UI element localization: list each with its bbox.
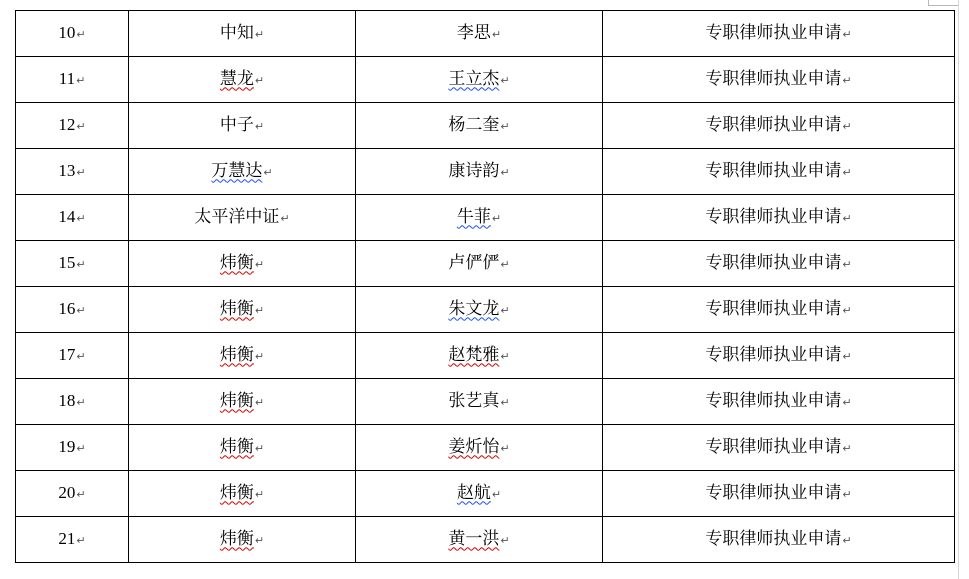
paragraph-mark-icon: ↵ (842, 487, 852, 501)
row-number-cell[interactable] (16, 195, 129, 241)
applicant-name: 牛菲 (456, 206, 491, 227)
paragraph-mark-icon: ↵ (76, 441, 86, 455)
table-row (16, 57, 955, 103)
applicant-cell[interactable] (356, 379, 603, 425)
applicant-name: 黄一洪 (448, 528, 500, 549)
application-type-cell[interactable] (603, 57, 955, 103)
application-type: 专职律师执业申请 (705, 160, 842, 181)
applicant-name: 李思 (456, 22, 491, 43)
paragraph-mark-icon: ↵ (842, 395, 852, 409)
page-corner-marker (928, 0, 959, 6)
row-number: 20 (58, 482, 76, 502)
row-number-cell[interactable] (16, 517, 129, 563)
application-type: 专职律师执业申请 (705, 528, 842, 549)
paragraph-mark-icon: ↵ (842, 349, 852, 363)
applicant-cell[interactable] (356, 517, 603, 563)
applicant-cell[interactable] (356, 287, 603, 333)
firm-cell[interactable] (129, 103, 356, 149)
applicant-name: 康诗韵 (448, 160, 500, 181)
application-type-cell[interactable] (603, 517, 955, 563)
application-type-cell[interactable] (603, 333, 955, 379)
row-number-cell[interactable] (16, 471, 129, 517)
paragraph-mark-icon: ↵ (76, 303, 86, 317)
paragraph-mark-icon: ↵ (76, 165, 86, 179)
applicant-cell[interactable] (356, 425, 603, 471)
paragraph-mark-icon: ↵ (76, 27, 86, 41)
paragraph-mark-icon: ↵ (254, 119, 265, 133)
firm-name: 炜衡 (219, 528, 254, 549)
applicant-table (15, 10, 955, 563)
paragraph-mark-icon: ↵ (500, 349, 510, 363)
paragraph-mark-icon: ↵ (76, 119, 86, 133)
application-type-cell[interactable] (603, 103, 955, 149)
firm-name: 炜衡 (219, 436, 254, 457)
application-type-cell[interactable] (603, 241, 955, 287)
paragraph-mark-icon: ↵ (500, 119, 510, 133)
application-type-cell[interactable] (603, 471, 955, 517)
firm-cell[interactable] (129, 149, 356, 195)
table-row (16, 517, 955, 563)
firm-cell[interactable] (129, 517, 356, 563)
table-row (16, 195, 955, 241)
table-row (16, 149, 955, 195)
applicant-cell[interactable] (356, 471, 603, 517)
application-type-cell[interactable] (603, 425, 955, 471)
paragraph-mark-icon: ↵ (254, 257, 265, 271)
application-type: 专职律师执业申请 (705, 390, 842, 411)
row-number-cell[interactable] (16, 379, 129, 425)
applicant-cell[interactable] (356, 57, 603, 103)
paragraph-mark-icon: ↵ (76, 395, 86, 409)
application-type: 专职律师执业申请 (705, 114, 842, 135)
table-row (16, 333, 955, 379)
table-row (16, 287, 955, 333)
paragraph-mark-icon: ↵ (842, 73, 852, 87)
applicant-cell[interactable] (356, 11, 603, 57)
application-type-cell[interactable] (603, 379, 955, 425)
row-number-cell[interactable] (16, 103, 129, 149)
applicant-name: 朱文龙 (448, 298, 500, 319)
applicant-cell[interactable] (356, 103, 603, 149)
table-body (16, 11, 955, 563)
paragraph-mark-icon: ↵ (500, 257, 510, 271)
row-number: 10 (58, 22, 76, 42)
firm-name: 中知 (219, 22, 254, 43)
row-number: 17 (58, 344, 76, 364)
application-type: 专职律师执业申请 (705, 436, 842, 457)
row-number: 13 (58, 160, 76, 180)
firm-name: 万慧达 (211, 160, 263, 181)
paragraph-mark-icon: ↵ (500, 165, 510, 179)
paragraph-mark-icon: ↵ (500, 441, 510, 455)
paragraph-mark-icon: ↵ (280, 211, 290, 225)
application-type: 专职律师执业申请 (705, 344, 842, 365)
paragraph-mark-icon: ↵ (76, 533, 86, 547)
applicant-name: 王立杰 (448, 68, 500, 89)
firm-cell[interactable] (129, 379, 356, 425)
application-type-cell[interactable] (603, 195, 955, 241)
paragraph-mark-icon: ↵ (491, 487, 502, 501)
firm-cell[interactable] (129, 425, 356, 471)
firm-cell[interactable] (129, 195, 356, 241)
row-number-cell[interactable] (16, 333, 129, 379)
firm-name: 中子 (219, 114, 254, 135)
paragraph-mark-icon: ↵ (254, 395, 265, 409)
firm-name: 炜衡 (219, 482, 254, 503)
applicant-cell[interactable] (356, 241, 603, 287)
paragraph-mark-icon: ↵ (263, 165, 273, 179)
applicant-name: 赵航 (456, 482, 491, 503)
paragraph-mark-icon: ↵ (254, 349, 265, 363)
application-type-cell[interactable] (603, 11, 955, 57)
application-type: 专职律师执业申请 (705, 68, 842, 89)
row-number: 14 (58, 206, 76, 226)
firm-name: 炜衡 (219, 252, 254, 273)
firm-name: 太平洋中证 (194, 206, 280, 227)
paragraph-mark-icon: ↵ (254, 303, 265, 317)
firm-cell[interactable] (129, 11, 356, 57)
paragraph-mark-icon: ↵ (254, 533, 265, 547)
paragraph-mark-icon: ↵ (842, 119, 852, 133)
row-number: 15 (58, 252, 76, 272)
row-number-cell[interactable] (16, 11, 129, 57)
applicant-name: 卢俨俨 (448, 252, 500, 273)
table-row (16, 379, 955, 425)
paragraph-mark-icon: ↵ (500, 303, 510, 317)
row-number: 11 (58, 68, 76, 88)
row-number-cell[interactable] (16, 287, 129, 333)
applicant-name: 杨二奎 (448, 114, 500, 135)
paragraph-mark-icon: ↵ (842, 533, 852, 547)
firm-cell[interactable] (129, 333, 356, 379)
applicant-cell[interactable] (356, 195, 603, 241)
table-row (16, 471, 955, 517)
applicant-cell[interactable] (356, 333, 603, 379)
paragraph-mark-icon: ↵ (254, 27, 265, 41)
row-number: 16 (58, 298, 76, 318)
firm-name: 慧龙 (219, 68, 254, 89)
applicant-name: 姜炘怡 (448, 436, 500, 457)
row-number: 18 (58, 390, 76, 410)
applicant-name: 赵梵雅 (448, 344, 500, 365)
paragraph-mark-icon: ↵ (254, 487, 265, 501)
paragraph-mark-icon: ↵ (491, 27, 502, 41)
row-number: 21 (58, 528, 76, 548)
paragraph-mark-icon: ↵ (76, 211, 86, 225)
applicant-name: 张艺真 (448, 390, 500, 411)
row-number: 19 (58, 436, 76, 456)
row-number: 12 (58, 114, 76, 134)
paragraph-mark-icon: ↵ (842, 211, 852, 225)
application-type: 专职律师执业申请 (705, 252, 842, 273)
applicant-cell[interactable] (356, 149, 603, 195)
paragraph-mark-icon: ↵ (254, 73, 265, 87)
table-row (16, 11, 955, 57)
application-type: 专职律师执业申请 (705, 298, 842, 319)
paragraph-mark-icon: ↵ (500, 73, 510, 87)
application-type: 专职律师执业申请 (705, 482, 842, 503)
paragraph-mark-icon: ↵ (500, 395, 510, 409)
paragraph-mark-icon: ↵ (842, 441, 852, 455)
application-type: 专职律师执业申请 (705, 206, 842, 227)
paragraph-mark-icon: ↵ (842, 27, 852, 41)
row-number-cell[interactable] (16, 57, 129, 103)
paragraph-mark-icon: ↵ (491, 211, 502, 225)
paragraph-mark-icon: ↵ (842, 303, 852, 317)
table-row (16, 241, 955, 287)
paragraph-mark-icon: ↵ (254, 441, 265, 455)
firm-cell[interactable] (129, 241, 356, 287)
firm-name: 炜衡 (219, 390, 254, 411)
page-right-edge (958, 0, 959, 579)
row-number-cell[interactable] (16, 425, 129, 471)
firm-cell[interactable] (129, 471, 356, 517)
row-number-cell[interactable] (16, 241, 129, 287)
table-row (16, 103, 955, 149)
paragraph-mark-icon: ↵ (76, 73, 86, 87)
application-type: 专职律师执业申请 (705, 22, 842, 43)
firm-name: 炜衡 (219, 344, 254, 365)
application-type-cell[interactable] (603, 287, 955, 333)
paragraph-mark-icon: ↵ (842, 165, 852, 179)
firm-name: 炜衡 (219, 298, 254, 319)
table-row (16, 425, 955, 471)
paragraph-mark-icon: ↵ (500, 533, 510, 547)
firm-cell[interactable] (129, 57, 356, 103)
application-type-cell[interactable] (603, 149, 955, 195)
paragraph-mark-icon: ↵ (76, 349, 86, 363)
paragraph-mark-icon: ↵ (842, 257, 852, 271)
paragraph-mark-icon: ↵ (76, 487, 86, 501)
paragraph-mark-icon: ↵ (76, 257, 86, 271)
row-number-cell[interactable] (16, 149, 129, 195)
firm-cell[interactable] (129, 287, 356, 333)
